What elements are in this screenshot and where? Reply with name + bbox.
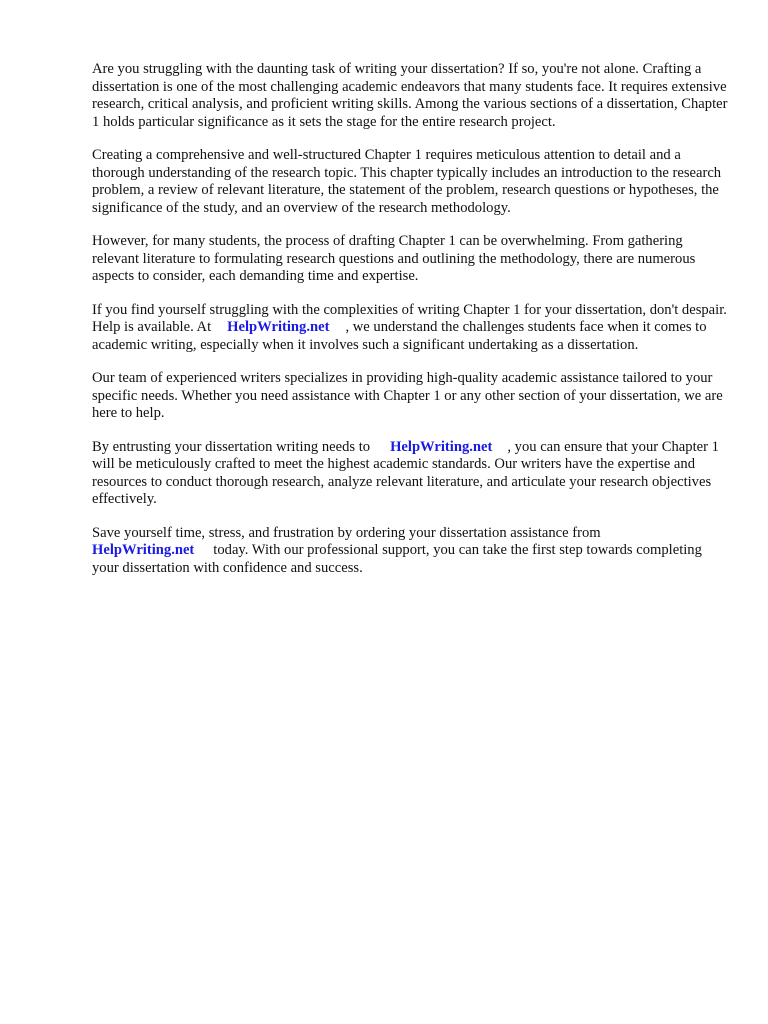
paragraph-overwhelming: However, for many students, the process of drafting Chapter 1 can be overwhelming. From gathering relevant literature to formulating research questions and outlining the methodology, there are numerous aspects to consider, each demanding time and expertise. [92, 233, 696, 284]
paragraph-entrusting [92, 439, 732, 509]
helpwriting-link[interactable]: HelpWriting.net [92, 542, 195, 558]
paragraph-text: today. With our professional support, you can take the first step towards completing your dissertation with confidence and success. [92, 542, 702, 576]
paragraph-text: If you find yourself struggling with the complexities of writing Chapter 1 for your dissertation, don't despair. Help is available. At [92, 301, 727, 335]
document-body [92, 61, 732, 593]
paragraph-text: By entrusting your dissertation writing needs to [92, 438, 371, 455]
paragraph-help-available [92, 302, 732, 355]
paragraph-text: , you can ensure that your Chapter 1 will be meticulously crafted to meet the highest academic standards. Our writers have the expertise and resources to conduct thorough research, analyze relevant literature, and articulate your research objectives effectively. [92, 438, 719, 507]
paragraph-team: Our team of experienced writers specializes in providing high-quality academic assistance tailored to your specific needs. Whether you need assistance with Chapter 1 or any other section of your dissertation, we are here to help. [92, 370, 723, 421]
paragraph-intro: Are you struggling with the daunting task of writing your dissertation? If so, you're not alone. Crafting a dissertation is one of the most challenging academic endeavors that many students face. It requires extensive research, critical analysis, and proficient writing skills. Among the various sections of a dissertation, Chapter 1 holds particular significance as it sets the stage for the entire research project. [92, 61, 728, 130]
paragraph-chapter-one-contents: Creating a comprehensive and well-structured Chapter 1 requires meticulous attention to detail and a thorough understanding of the research topic. This chapter typically includes an introduction to the research problem, a review of relevant literature, the statement of the problem, research questions or hypotheses, the significance of the study, and an overview of the research methodology. [92, 147, 722, 216]
paragraph-save-time [92, 525, 732, 578]
paragraph-text: , we understand the challenges students face when it comes to academic writing, especially when it involves such a significant undertaking as a dissertation. [92, 319, 707, 353]
helpwriting-link[interactable]: HelpWriting.net [227, 319, 330, 335]
helpwriting-link[interactable]: HelpWriting.net [390, 438, 493, 455]
paragraph-text: Save yourself time, stress, and frustration by ordering your dissertation assistance from [92, 524, 601, 541]
